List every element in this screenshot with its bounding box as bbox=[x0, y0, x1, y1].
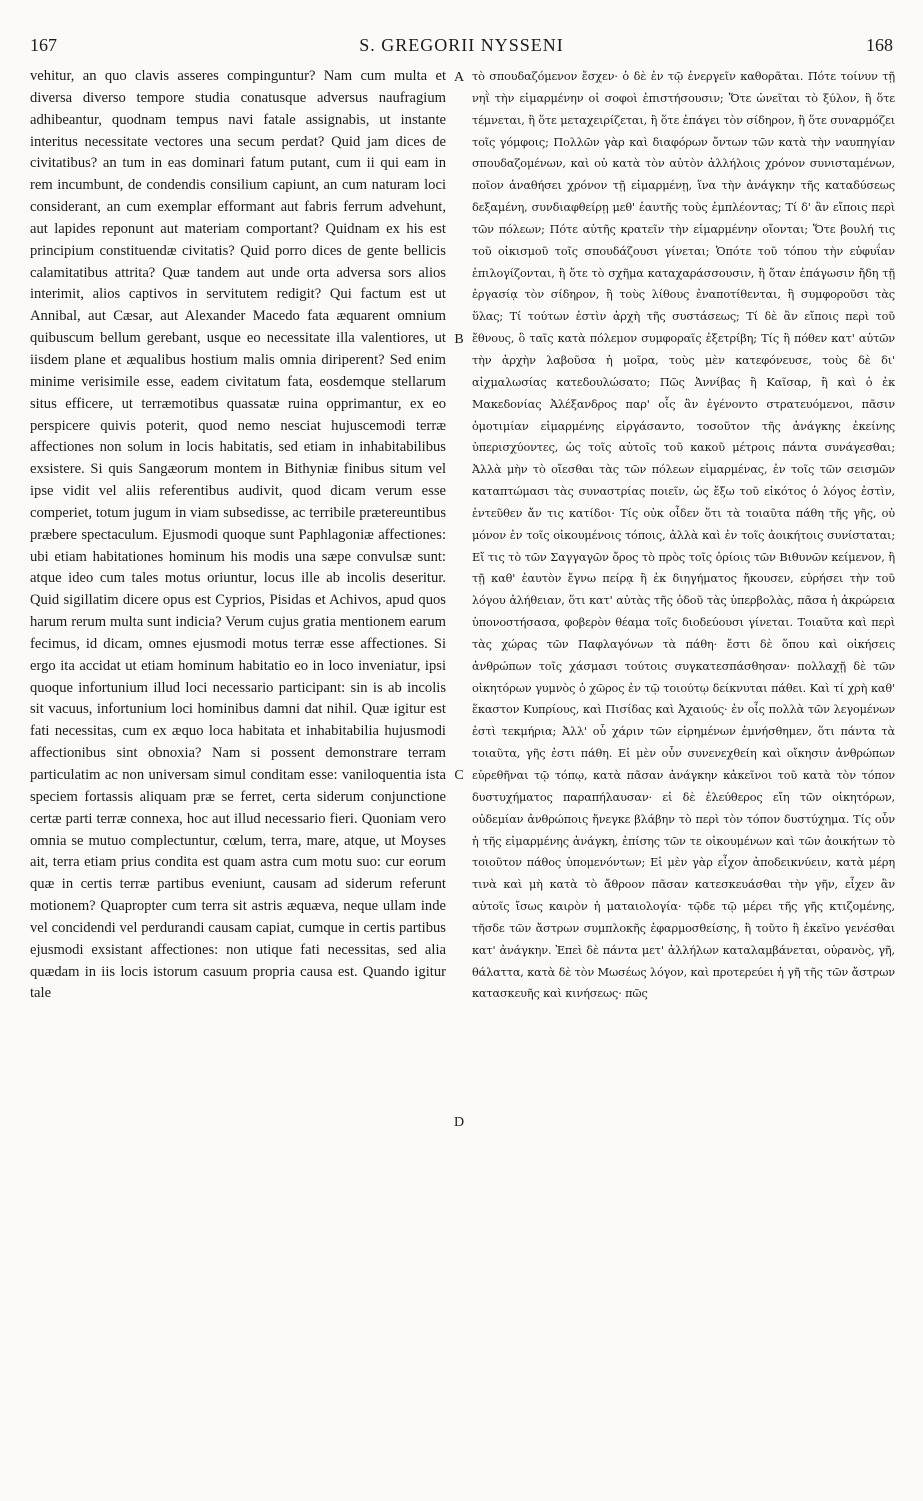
section-marker-a: A bbox=[453, 70, 465, 85]
latin-column bbox=[30, 66, 446, 1491]
section-marker-c: C bbox=[454, 768, 464, 783]
page-number-left: 167 bbox=[30, 34, 57, 55]
running-title: S. GREGORII NYSSENI bbox=[359, 34, 564, 55]
section-marker-d: D bbox=[453, 1115, 465, 1130]
latin-text: vehitur, an quo clavis asseres compinguntur? Nam cum multa et diversa diverso tempore studia conatusque adversus naufragium adhibeantur, quodnam tempus navi fatale assignabis, ut instante interitus necessitate vectores una secum perdat? Quid jam dices de civitatibus? an tum in eas dominari fatum putant, cum ii qui eam in rem incumbunt, de condendis consilium capiunt, an cum naturam loci considerant, an cum exemplar efformant aut fabris ferrum advehunt, aut lapides reponunt aut materiam comportant? Quidnam ex his est principium constituendæ civitatis? Quid porro dices de gente bellicis calamitatibus attrita? Quæ tandem aut unde orta adversa sors alios interimit, alios captivos in servitutem redigit? Qui factum est ut Annibal, aut Cæsar, aut Alexander Macedo fata æquarent omnium quibuscum bellum gerebant, usque eo necessitate illa valentiores, ut iisdem plane et æqualibus hostium malis omnia diriperent? Sed enim minime verisimile esse, eadem civitatum fata, eosdemque stellarum situs efficere, ut terræmotibus quassatæ ruina opprimantur, ex eo perspicere quivis poterit, quod nemo nesciat hujuscemodi terræ affectiones non solum in locis habitatis, sed etiam in inhabitabilibus exsistere. Si quis Sangæorum montem in Bithyniæ finibus situm vel ipse vidit vel aliis referentibus audivit, quod dicam verum esse comperiet, totum jugum in viam subsedisse, ac terribile prætereuntibus præbere spectaculum. Ejusmodi quoque sunt Paphlagoniæ affectiones: ubi etiam habitationes hominum his modis una sæpe convulsæ sunt: atque ideo cum tales motus oriuntur, locus ille ab incolis deseritur. Quid sigillatim dicere opus est Cyprios, Pisidas et Achivos, apud quos harum rerum multa sunt indicia? Verum cujus gratia mentionem earum fecimus, id dicam, omnes ejusmodi motus terræ esse affectiones. Si ergo ita accidat ut etiam hominum habitatio eo in loco inveniatur, ipsi quoque infortunium illud loci necessario participant: sin is ab incolis sit vacuus, infortunium loci hominibus damni dat nihil. Quæ igitur est fati necessitas, cum ex æquo loca habitata et inhabitabilia hujusmodi affectionibus sint obnoxia? Nam si possent demonstrare terram particulatim ac non universam simul conditam esse: vaniloquentia ista speciem fortassis aliquam præ se ferret, certa siderum conjunctione certæ parti terræ connexa, hoc aut illud necessario fieri. Quoniam vero omnia se mutuo complectuntur, cœlum, terra, mare, atque, ut Moyses ait, terra etiam prius condita est quam astra cum motu suo: cur eorum quæ in certis terræ partibus eveniunt, causam ad siderum referunt motionem? Quapropter cum terra sit astris æquæva, neque ullam inde vel concidendi vel perdurandi causam capiat, cumque in certis partibus ejusmodi exsistant affectiones: non utique fati necessitas, sed alia quædam in iis locis istorum casuum propria causa est. Quando igitur tale bbox=[30, 68, 446, 1002]
greek-text: τὸ σπουδαζόμενον ἔσχεν· ὁ δὲ ἐν τῷ ἐνεργεῖν καθορᾶται. Πότε τοίνυν τῇ νηῒ τὴν εἱμαρμένην οἱ σοφοὶ ἐπιστήσουσιν; Ὅτε ὠνεῖται τὸ ξύλον, ἢ ὅτε τέμνεται, ἢ ὅτε μεταχειρίζεται, ἢ ὅτε ἐπάγει τὸν σίδηρον, ἢ ὅτε συναρμόζει τοῖς γόμφοις; Πολλῶν γὰρ καὶ διαφόρων ὄντων τῶν κατὰ τὴν ναυπηγίαν σπουδαζομένων, καὶ οὐ κατὰ τὸν αὐτὸν ἀλλήλοις χρόνον συνισταμένων, ποῖον ἀναθήσει χρόνον τῇ εἱμαρμένῃ, ἵνα τὴν ἀνάγκην τῆς καταδύσεως δεξαμένη, συνδιαφθείρῃ μεθ' ἑαυτῆς τοὺς ἐμπλέοντας; Τί δ' ἂν εἴποις περὶ τῶν πόλεων; Πότε αὐτῆς κρατεῖν τὴν εἱμαρμένην οἴονται; Ὅτε βουλή τις τοῦ οἰκισμοῦ τοῖς σπουδάζουσι γίνεται; Ὁπότε τοῦ τόπου τὴν εὐφυΐαν ἐπιλογίζονται, ἢ ὅτε τὸ σχῆμα καταχαράσσουσιν, ἢ ὅταν ἐπάγωσιν ἤδη τῇ ἐργασίᾳ τὸν σίδηρον, ἢ τοὺς λίθους ἐναποτίθενται, ἢ συμφοροῦσι τὰς ὕλας; Τί τούτων ἐστὶν ἀρχὴ τῆς συστάσεως; Τί δὲ ἂν εἴποις περὶ τοῦ ἔθνους, ὃ ταῖς κατὰ πόλεμον συμφοραῖς ἐξετρίβη; Τίς ἢ πόθεν κατ' αὐτῶν τὴν ἀρχὴν λαβοῦσα ἡ μοῖρα, τοὺς μὲν κατεφόνευσε, τοὺς δὲ δι' αἰχμαλωσίας κατεδουλώσατο; Πῶς Ἀννίβας ἢ Καῖσαρ, ἢ καὶ ὁ ἐκ Μακεδονίας Ἀλέξανδρος παρ' οἷς ἂν ἐγένοντο στρατευόμενοι, πᾶσιν ὁμοτιμίαν εἱμαρμένης εἰργάσαντο, τοσοῦτον τῆς ἀνάγκης ἐκείνης ὑπερισχύοντες, ὡς τοῖς αὐτοῖς τοῦ κακοῦ μέτροις πάντα συνάγεσθαι; Ἀλλὰ μὴν τὸ οἴεσθαι τὰς τῶν πόλεων εἱμαρμένας, ἐν τοῖς τῶν σεισμῶν καταπτώμασι τὰς συναστρίας ποιεῖν, ὡς ἔξω τοῦ εἰκότος ὁ λόγος ἐστὶν, ἐντεῦθεν ἄν τις κατίδοι· Τίς οὐκ οἶδεν ὅτι τὰ τοιαῦτα πάθη τῆς γῆς, οὐ μόνον ἐν τοῖς οἰκουμένοις τόποις, ἀλλὰ καὶ ἐν τοῖς ἀοικήτοις συνίσταται; Εἴ τις τὸ τῶν Σαγγαγῶν ὄρος τὸ πρὸς τοῖς ὁρίοις τῶν Βιθυνῶν κείμενον, ἢ τῇ καθ' ἑαυτὸν ἔγνω πείρᾳ ἢ ἐκ διηγήματος ἤκουσεν, εὑρήσει τὴν τοῦ λόγου ἀλήθειαν, ὅτι κατ' αὐτὰς τῆς ὁδοῦ τὰς ὑπερβολὰς, πᾶσα ἡ ἀκρώρεια ὑπονοστήσασα, φοβερὸν θέαμα τοῖς διοδεύουσι γίνεται. Τοιαῦτα καὶ περὶ τὰς χώρας τῶν Παφλαγόνων τὰ πάθη· ἔστι δὲ ὅπου καὶ οἰκήσεις ἀνθρώπων τοῖς χάσμασι τούτοις συγκατεσπάσθησαν· πολλαχῇ δὲ τῶν οἰκητόρων γυμνὸς ὁ χῶρος ἐν τῷ τοιούτῳ δείκνυται πάθει. Καὶ τί χρὴ καθ' ἕκαστον Κυπρίους, καὶ Πισίδας καὶ Ἀχαιούς· ἐν οἷς πολλὰ τῶν λεγομένων ἐστὶ τεκμήρια; Ἀλλ' οὗ χάριν τῶν εἰρημένων ἐμνήσθημεν, ὅτι πάντα τὰ τοιαῦτα, γῆς ἐστι πάθη. Εἰ μὲν οὖν συνενεχθείη καὶ οἴκησιν ἀνθρώπων εὑρεθῆναι τῷ τόπῳ, κατὰ πᾶσαν ἀνάγκην κἀκεῖνοι τοῦ κατὰ τὸν τόπον δυστυχήματος παραπήλαυσαν· εἰ δὲ ἐλεύθερος εἴη τῶν οἰκητόρων, οὐδεμίαν ἀνθρώποις ἤνεγκε βλάβην τὸ περὶ τὸν τόπον δυστύχημα. Τίς οὖν ἡ τῆς εἱμαρμένης ἀνάγκη, ἐπίσης τῶν τε οἰκουμένων καὶ τῶν ἀοικήτων τὸ τοιοῦτον πάθος ὑπομενόντων; Εἰ μὲν γὰρ εἶχον ἀποδεικνύειν, κατὰ μέρη τινὰ καὶ μὴ κατὰ τὸ ἄθροον πᾶσαν κατεσκευάσθαι τὴν γῆν, εἶχεν ἂν αὐτοῖς ἴσως καιρὸν ἡ ματαιολογία· τῷδε τῷ μέρει τῆς γῆς κτιζομένης, τῆσδε τῶν ἄστρων συμπλοκῆς ἐφαρμοσθείσης, ἢ τοῦτο ἢ ἐκεῖνο γενέσθαι κατ' ἀνάγκην. Ἐπεὶ δὲ πάντα μετ' ἀλλήλων καταλαμβάνεται, οὐρανὸς, γῆ, θάλαττα, κατὰ δὲ τὸν Μωσέως λόγον, καὶ προτερεύει ἡ γῆ τῆς τῶν ἄστρων κατασκευῆς καὶ κινήσεως· πῶς bbox=[472, 70, 895, 1001]
section-marker-b: B bbox=[454, 332, 464, 347]
greek-column bbox=[472, 66, 895, 1491]
page-number-right: 168 bbox=[865, 34, 893, 55]
page-header bbox=[30, 30, 893, 60]
